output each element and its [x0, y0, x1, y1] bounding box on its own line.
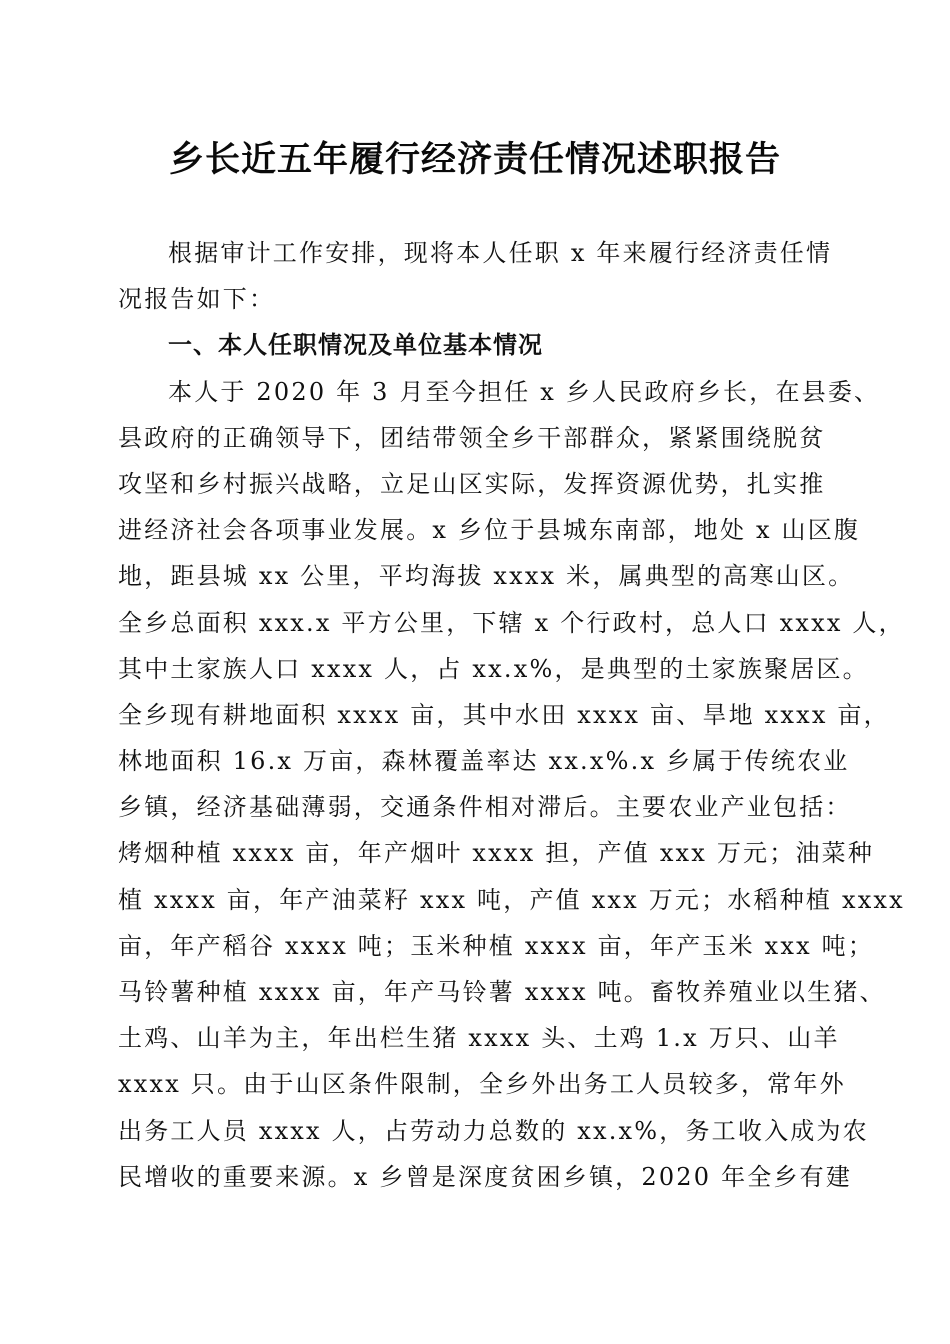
paragraph-line: 植 xxxx 亩，年产油菜籽 xxx 吨，产值 xxx 万元；水稻种植 xxxx — [118, 885, 905, 914]
paragraph-line: 民增收的重要来源。x 乡曾是深度贫困乡镇，2020 年全乡有建 — [118, 1162, 853, 1191]
paragraph-line: 地，距县城 xx 公里，平均海拔 xxxx 米，属典型的高寒山区。 — [118, 562, 855, 591]
paragraph-line: 本人于 2020 年 3 月至今担任 x 乡人民政府乡长，在县委、 — [168, 377, 881, 406]
document-body — [118, 230, 905, 1200]
paragraph-line: 攻坚和乡村振兴战略，立足山区实际，发挥资源优势，扎实推 — [118, 469, 826, 498]
paragraph-line: 全乡现有耕地面积 xxxx 亩，其中水田 xxxx 亩、旱地 xxxx 亩， — [118, 700, 890, 729]
paragraph-line: 土鸡、山羊为主，年出栏生猪 xxxx 头、土鸡 1.x 万只、山羊 — [118, 1024, 840, 1053]
paragraph-line: 乡镇，经济基础薄弱，交通条件相对滞后。主要农业产业包括： — [118, 793, 852, 822]
paragraph-line: 亩，年产稻谷 xxxx 吨；玉米种植 xxxx 亩，年产玉米 xxx 吨； — [118, 931, 875, 960]
paragraph-line: 其中土家族人口 xxxx 人，占 xx.x%，是典型的土家族聚居区。 — [118, 654, 869, 683]
paragraph-line: 进经济社会各项事业发展。x 乡位于县城东南部，地处 x 山区腹 — [118, 516, 861, 545]
section-heading: 一、本人任职情况及单位基本情况 — [168, 331, 543, 360]
paragraph-line: 况报告如下： — [118, 285, 276, 314]
paragraph-line: 烤烟种植 xxxx 亩，年产烟叶 xxxx 担，产值 xxx 万元；油菜种 — [118, 839, 875, 868]
paragraph-line: 全乡总面积 xxx.x 平方公里，下辖 x 个行政村，总人口 xxxx 人， — [118, 608, 905, 637]
paragraph-line: 马铃薯种植 xxxx 亩，年产马铃薯 xxxx 吨。畜牧养殖业以生猪、 — [118, 978, 886, 1006]
paragraph-line: 出务工人员 xxxx 人，占劳动力总数的 xx.x%，务工收入成为农 — [118, 1116, 869, 1145]
paragraph-line: 根据审计工作安排，现将本人任职 x 年来履行经济责任情 — [168, 239, 833, 267]
paragraph-line: 县政府的正确领导下，团结带领全乡干部群众，紧紧围绕脱贫 — [118, 423, 826, 452]
document-title: 乡长近五年履行经济责任情况述职报告 — [168, 140, 781, 180]
paragraph-line: xxxx 只。由于山区条件限制，全乡外出务工人员较多，常年外 — [118, 1070, 846, 1099]
paragraph-line: 林地面积 16.x 万亩，森林覆盖率达 xx.x%.x 乡属于传统农业 — [118, 747, 850, 776]
